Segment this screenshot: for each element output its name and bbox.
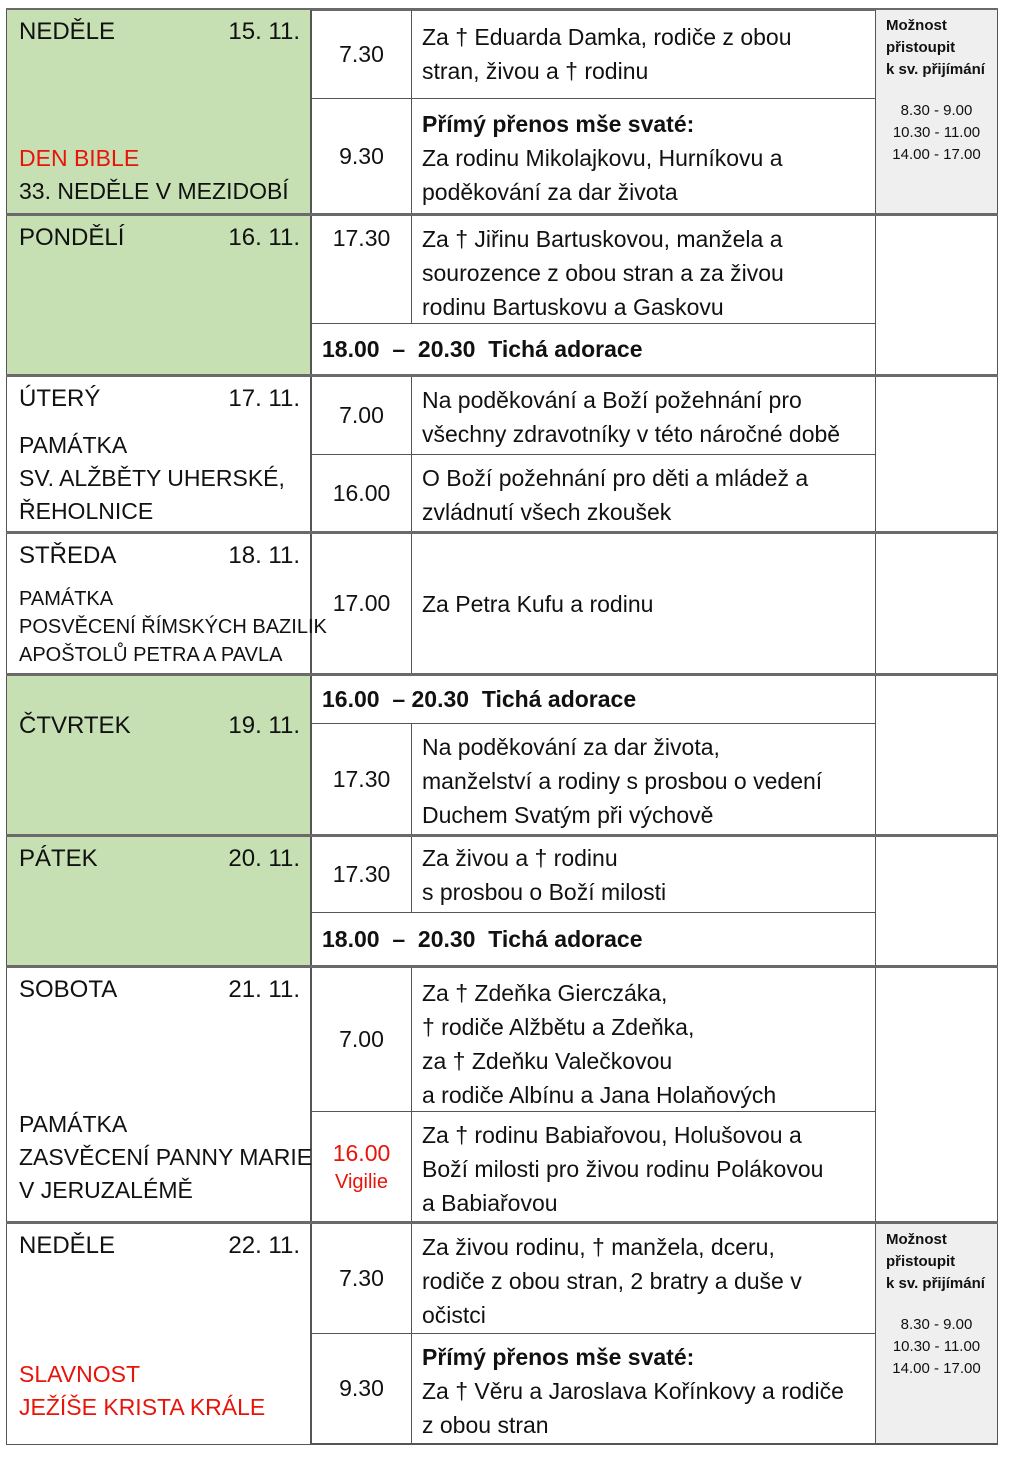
feast-line: ŘEHOLNICE (19, 498, 154, 524)
feast-line: ZASVĚCENÍ PANNY MARIE (19, 1144, 313, 1170)
communion-cell-empty (876, 216, 998, 374)
feast-line: PAMÁTKA (19, 1111, 128, 1137)
day-name: NEDĚLE (19, 1232, 116, 1259)
feast-line: SLAVNOST (19, 1361, 140, 1387)
mass-time (312, 1334, 412, 1444)
day-row-sunday-15-11 (6, 10, 998, 213)
day-name: PÁTEK (19, 845, 98, 872)
day-row-wednesday-18-11 (6, 534, 998, 673)
day-cell (6, 534, 327, 673)
mass-time-value: 17.30 (332, 765, 391, 792)
intention-line: a rodiče Albínu a Jana Holaňových (422, 1082, 777, 1108)
day-date: 16. 11. (228, 224, 300, 251)
feast-title (19, 429, 285, 528)
day-row-thursday-19-11 (6, 676, 998, 834)
intention-line: Za † Eduarda Damka, rodiče z obou (422, 24, 792, 50)
communion-time: 10.30 - 11.00 (892, 1338, 981, 1355)
communion-title-line: přistoupit (886, 1253, 956, 1270)
feast-line: DEN BIBLE (19, 145, 140, 171)
communion-cell (876, 10, 998, 213)
feast-title (19, 1108, 312, 1207)
intention-line: z obou stran (422, 1412, 549, 1438)
intention-line: Za † Zdeňka Gierczáka, (422, 980, 668, 1006)
intention-line: Na poděkování a Boží požehnání pro (422, 387, 802, 413)
mass-time (312, 10, 412, 99)
intention-line: Za † Věru a Jaroslava Kořínkovy a rodiče (422, 1378, 844, 1404)
day-name: NEDĚLE (19, 18, 116, 45)
broadcast-note: Přímý přenos mše svaté: (422, 111, 695, 137)
intention-line: s prosbou o Boží milosti (422, 879, 667, 905)
mass-intention (412, 968, 876, 1112)
day-name: STŘEDA (19, 542, 117, 569)
intention-line: O Boží požehnání pro děti a mládež a (422, 465, 809, 491)
day-date: 15. 11. (228, 18, 300, 45)
communion-cell (876, 1224, 998, 1444)
communion-time: 8.30 - 9.00 (900, 1316, 973, 1333)
intention-line: stran, živou a † rodinu (422, 58, 649, 84)
day-row-tuesday-17-11 (6, 377, 998, 531)
mass-time (312, 724, 412, 834)
mass-time-vigil (312, 1112, 412, 1221)
day-row-sunday-22-11 (6, 1224, 998, 1444)
day-cell (6, 676, 312, 834)
mass-time (312, 216, 412, 324)
feast-line: 33. NEDĚLE V MEZIDOBÍ (19, 178, 289, 204)
mass-intention (412, 377, 876, 455)
day-row-saturday-21-11 (6, 968, 998, 1221)
mass-time-value: 17.30 (332, 225, 391, 251)
communion-cell-empty (876, 676, 998, 834)
day-date: 21. 11. (228, 976, 300, 1003)
mass-intention (412, 1112, 876, 1221)
feast-title (19, 142, 289, 208)
communion-title-line: k sv. přijímání (886, 1275, 985, 1292)
intention-line: rodiče z obou stran, 2 bratry a duše v (422, 1268, 802, 1294)
day-name: ČTVRTEK (19, 712, 131, 739)
intention-line: manželství a rodiny s prosbou o vedení (422, 768, 823, 794)
day-row-monday-16-11 (6, 216, 998, 374)
mass-intention (412, 216, 876, 324)
communion-title-line: Možnost (886, 17, 947, 34)
vigil-note: Vigilie (335, 1171, 388, 1193)
day-date: 22. 11. (228, 1232, 300, 1259)
day-cell (6, 377, 312, 531)
mass-time (312, 534, 412, 673)
communion-time: 14.00 - 17.00 (892, 146, 981, 163)
communion-title (886, 1229, 985, 1295)
communion-time: 10.30 - 11.00 (892, 124, 981, 141)
mass-time-value: 7.00 (339, 402, 384, 428)
intention-line: Za rodinu Mikolajkovu, Hurníkovu a (422, 145, 783, 171)
communion-cell-empty (876, 377, 998, 531)
intention-line: a Babiařovou (422, 1190, 558, 1216)
intention-line: rodinu Bartuskovu a Gaskovu (422, 294, 724, 320)
mass-time-value: 17.30 (332, 861, 391, 887)
mass-intention (412, 1224, 876, 1334)
intention-line: Za živou a † rodinu (422, 845, 618, 871)
mass-time (312, 968, 412, 1112)
adoration-row: 16.00 – 20.30 Tichá adorace (312, 676, 876, 724)
communion-time: 8.30 - 9.00 (900, 102, 973, 119)
day-cell (6, 1224, 312, 1444)
intention-line: za † Zdeňku Valečkovou (422, 1048, 673, 1074)
mass-time-value: 9.30 (339, 1375, 384, 1401)
mass-intention (412, 534, 876, 673)
mass-intention (412, 99, 876, 213)
adoration-row: 18.00 – 20.30 Tichá adorace (312, 324, 876, 374)
table-bottom-border (6, 1444, 998, 1445)
mass-time-value: 9.30 (339, 142, 384, 169)
feast-line: V JERUZALÉMĚ (19, 1177, 193, 1203)
day-date: 20. 11. (228, 845, 300, 872)
day-row-friday-20-11 (6, 837, 998, 965)
intention-line: Za † rodinu Babiařovou, Holušovou a (422, 1122, 802, 1148)
mass-time (312, 377, 412, 455)
day-date: 18. 11. (228, 542, 300, 569)
intention-line: všechny zdravotníky v této náročné době (422, 421, 841, 447)
day-date: 17. 11. (228, 385, 300, 412)
table-bottom-edge (6, 1224, 7, 1445)
intention-line: poděkování za dar života (422, 179, 678, 205)
day-name: PONDĚLÍ (19, 224, 125, 251)
mass-time-value: 16.00 (332, 479, 391, 506)
intention-line: Na poděkování za dar života, (422, 734, 720, 760)
mass-intention (412, 837, 876, 913)
intention-line: Duchem Svatým při výchově (422, 802, 714, 828)
intention-line: Za † Jiřinu Bartuskovou, manžela a (422, 226, 783, 252)
intention-line: očistci (422, 1302, 486, 1328)
communion-cell-empty (876, 968, 998, 1221)
feast-line: PAMÁTKA (19, 588, 114, 610)
communion-title-line: Možnost (886, 1231, 947, 1248)
day-date: 19. 11. (228, 712, 300, 739)
mass-time (312, 99, 412, 213)
mass-intention (412, 1334, 876, 1444)
communion-time: 14.00 - 17.00 (892, 1360, 981, 1377)
mass-time-value: 7.30 (339, 40, 384, 67)
mass-time-value: 7.00 (339, 1026, 384, 1052)
mass-time (312, 837, 412, 913)
feast-line: SV. ALŽBĚTY UHERSKÉ, (19, 465, 285, 491)
communion-times (876, 1314, 997, 1380)
day-cell (6, 837, 312, 965)
day-cell (6, 216, 312, 374)
mass-intention (412, 10, 876, 99)
communion-times (876, 100, 997, 166)
feast-title (19, 585, 327, 669)
feast-line: JEŽÍŠE KRISTA KRÁLE (19, 1394, 266, 1420)
mass-time (312, 1224, 412, 1334)
mass-time (312, 455, 412, 531)
day-cell (6, 968, 312, 1221)
communion-cell-empty (876, 837, 998, 965)
mass-time-value: 17.00 (332, 590, 391, 616)
intention-line: † rodiče Alžbětu a Zdeňka, (422, 1014, 695, 1040)
intention-line: zvládnutí všech zkoušek (422, 499, 672, 525)
intention-line: Za Petra Kufu a rodinu (422, 590, 654, 617)
feast-line: POSVĚCENÍ ŘÍMSKÝCH BAZILIK (19, 616, 327, 638)
day-name: ÚTERÝ (19, 385, 101, 412)
mass-time-value: 7.30 (339, 1265, 384, 1291)
intention-line: Boží milosti pro živou rodinu Polákovou (422, 1156, 824, 1182)
intention-line: Za živou rodinu, † manžela, dceru, (422, 1234, 775, 1260)
broadcast-note: Přímý přenos mše svaté: (422, 1344, 695, 1370)
mass-time-value: 16.00 (332, 1140, 391, 1166)
communion-title (886, 15, 985, 81)
communion-cell-empty (876, 534, 998, 673)
communion-title-line: k sv. přijímání (886, 61, 985, 78)
communion-title-line: přistoupit (886, 39, 956, 56)
mass-intention (412, 455, 876, 531)
feast-line: PAMÁTKA (19, 432, 128, 458)
day-name: SOBOTA (19, 976, 118, 1003)
adoration-row: 18.00 – 20.30 Tichá adorace (312, 913, 876, 965)
day-cell (6, 10, 312, 213)
intention-line: sourozence z obou stran a za živou (422, 260, 784, 286)
feast-line: APOŠTOLŮ PETRA A PAVLA (19, 644, 283, 666)
mass-intention (412, 724, 876, 834)
feast-title (19, 1358, 265, 1424)
